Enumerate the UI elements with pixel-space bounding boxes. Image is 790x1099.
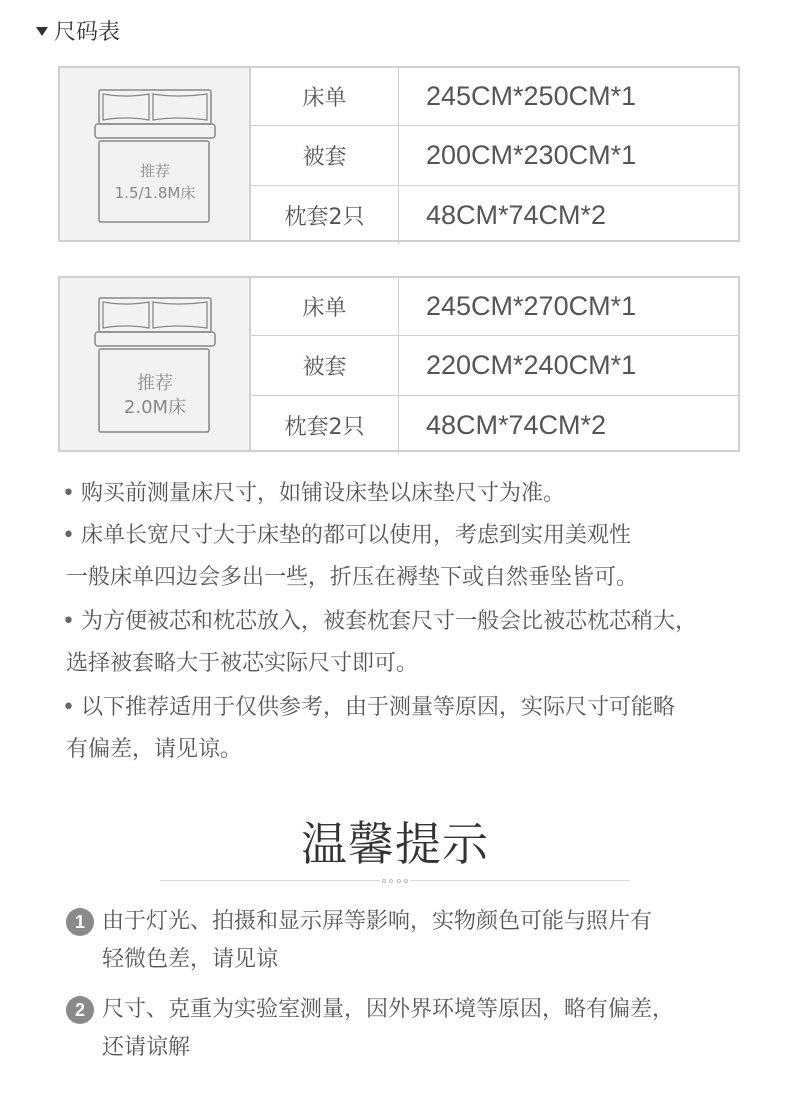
item-size: 200CM*230CM*1 (426, 140, 637, 170)
collapse-triangle-icon (36, 27, 48, 36)
tip-text: 轻微色差，请见谅 (102, 947, 279, 972)
item-name: 床单 (251, 68, 399, 125)
item-size: 48CM*74CM*2 (426, 199, 607, 230)
note-continuation: 一般床单四边会多出一些，折压在褥垫下或自然垂坠皆可。 (66, 565, 639, 590)
table-row (251, 396, 738, 454)
item-name: 枕套2只 (251, 186, 399, 244)
table-row (251, 126, 738, 186)
note-item: • 床单长宽尺寸大于床垫的都可以使用，考虑到实用美观性 (62, 523, 631, 548)
item-name: 被套 (251, 126, 399, 185)
item-size: 245CM*250CM*1 (426, 81, 637, 111)
item-size: 48CM*74CM*2 (426, 409, 607, 440)
size-table-1 (58, 66, 740, 242)
bed-cell (60, 68, 251, 240)
section-title: 尺码表 (54, 19, 121, 45)
table-row (251, 186, 738, 244)
bullet-icon: • (62, 609, 75, 634)
table-row (251, 336, 738, 396)
note-continuation: 选择被套略大于被芯实际尺寸即可。 (66, 651, 419, 676)
bed-recommend-label: 推荐 1.5/1.8M床 (114, 162, 196, 202)
note-continuation: 有偏差，请见谅。 (66, 737, 243, 762)
bed-icon (60, 278, 249, 450)
size-chart-header[interactable] (36, 14, 120, 46)
item-name: 床单 (251, 278, 399, 335)
tip-text: 尺寸、克重为实验室测量，因外界环境等原因，略有偏差， (102, 997, 675, 1022)
number-badge-icon: 2 (66, 996, 94, 1024)
item-name: 枕套2只 (251, 396, 399, 454)
tips-title: 温馨提示 (301, 817, 489, 871)
bullet-icon: • (62, 481, 75, 506)
table-row (251, 278, 738, 336)
note-item: • 购买前测量床尺寸，如铺设床垫以床垫尺寸为准。 (62, 481, 565, 506)
bed-recommend-label: 推荐 2.0M床 (123, 373, 187, 418)
number-badge-icon: 1 (66, 908, 94, 936)
item-size: 220CM*240CM*1 (426, 350, 637, 380)
bullet-icon: • (62, 523, 75, 548)
tip-text: 由于灯光、拍摄和显示屏等影响，实物颜色可能与照片有 (102, 909, 653, 934)
bed-icon (60, 68, 249, 240)
item-name: 被套 (251, 336, 399, 395)
note-item: • 为方便被芯和枕芯放入，被套枕套尺寸一般会比被芯枕芯稍大， (62, 609, 697, 634)
note-item: • 以下推荐适用于仅供参考，由于测量等原因，实际尺寸可能略 (62, 695, 675, 720)
bullet-icon: • (62, 695, 75, 720)
bed-cell (60, 278, 251, 450)
size-table-2 (58, 276, 740, 452)
item-size: 245CM*270CM*1 (426, 291, 637, 321)
table-row (251, 68, 738, 126)
divider-dots-icon (380, 877, 410, 884)
tip-text: 还请谅解 (102, 1035, 191, 1060)
